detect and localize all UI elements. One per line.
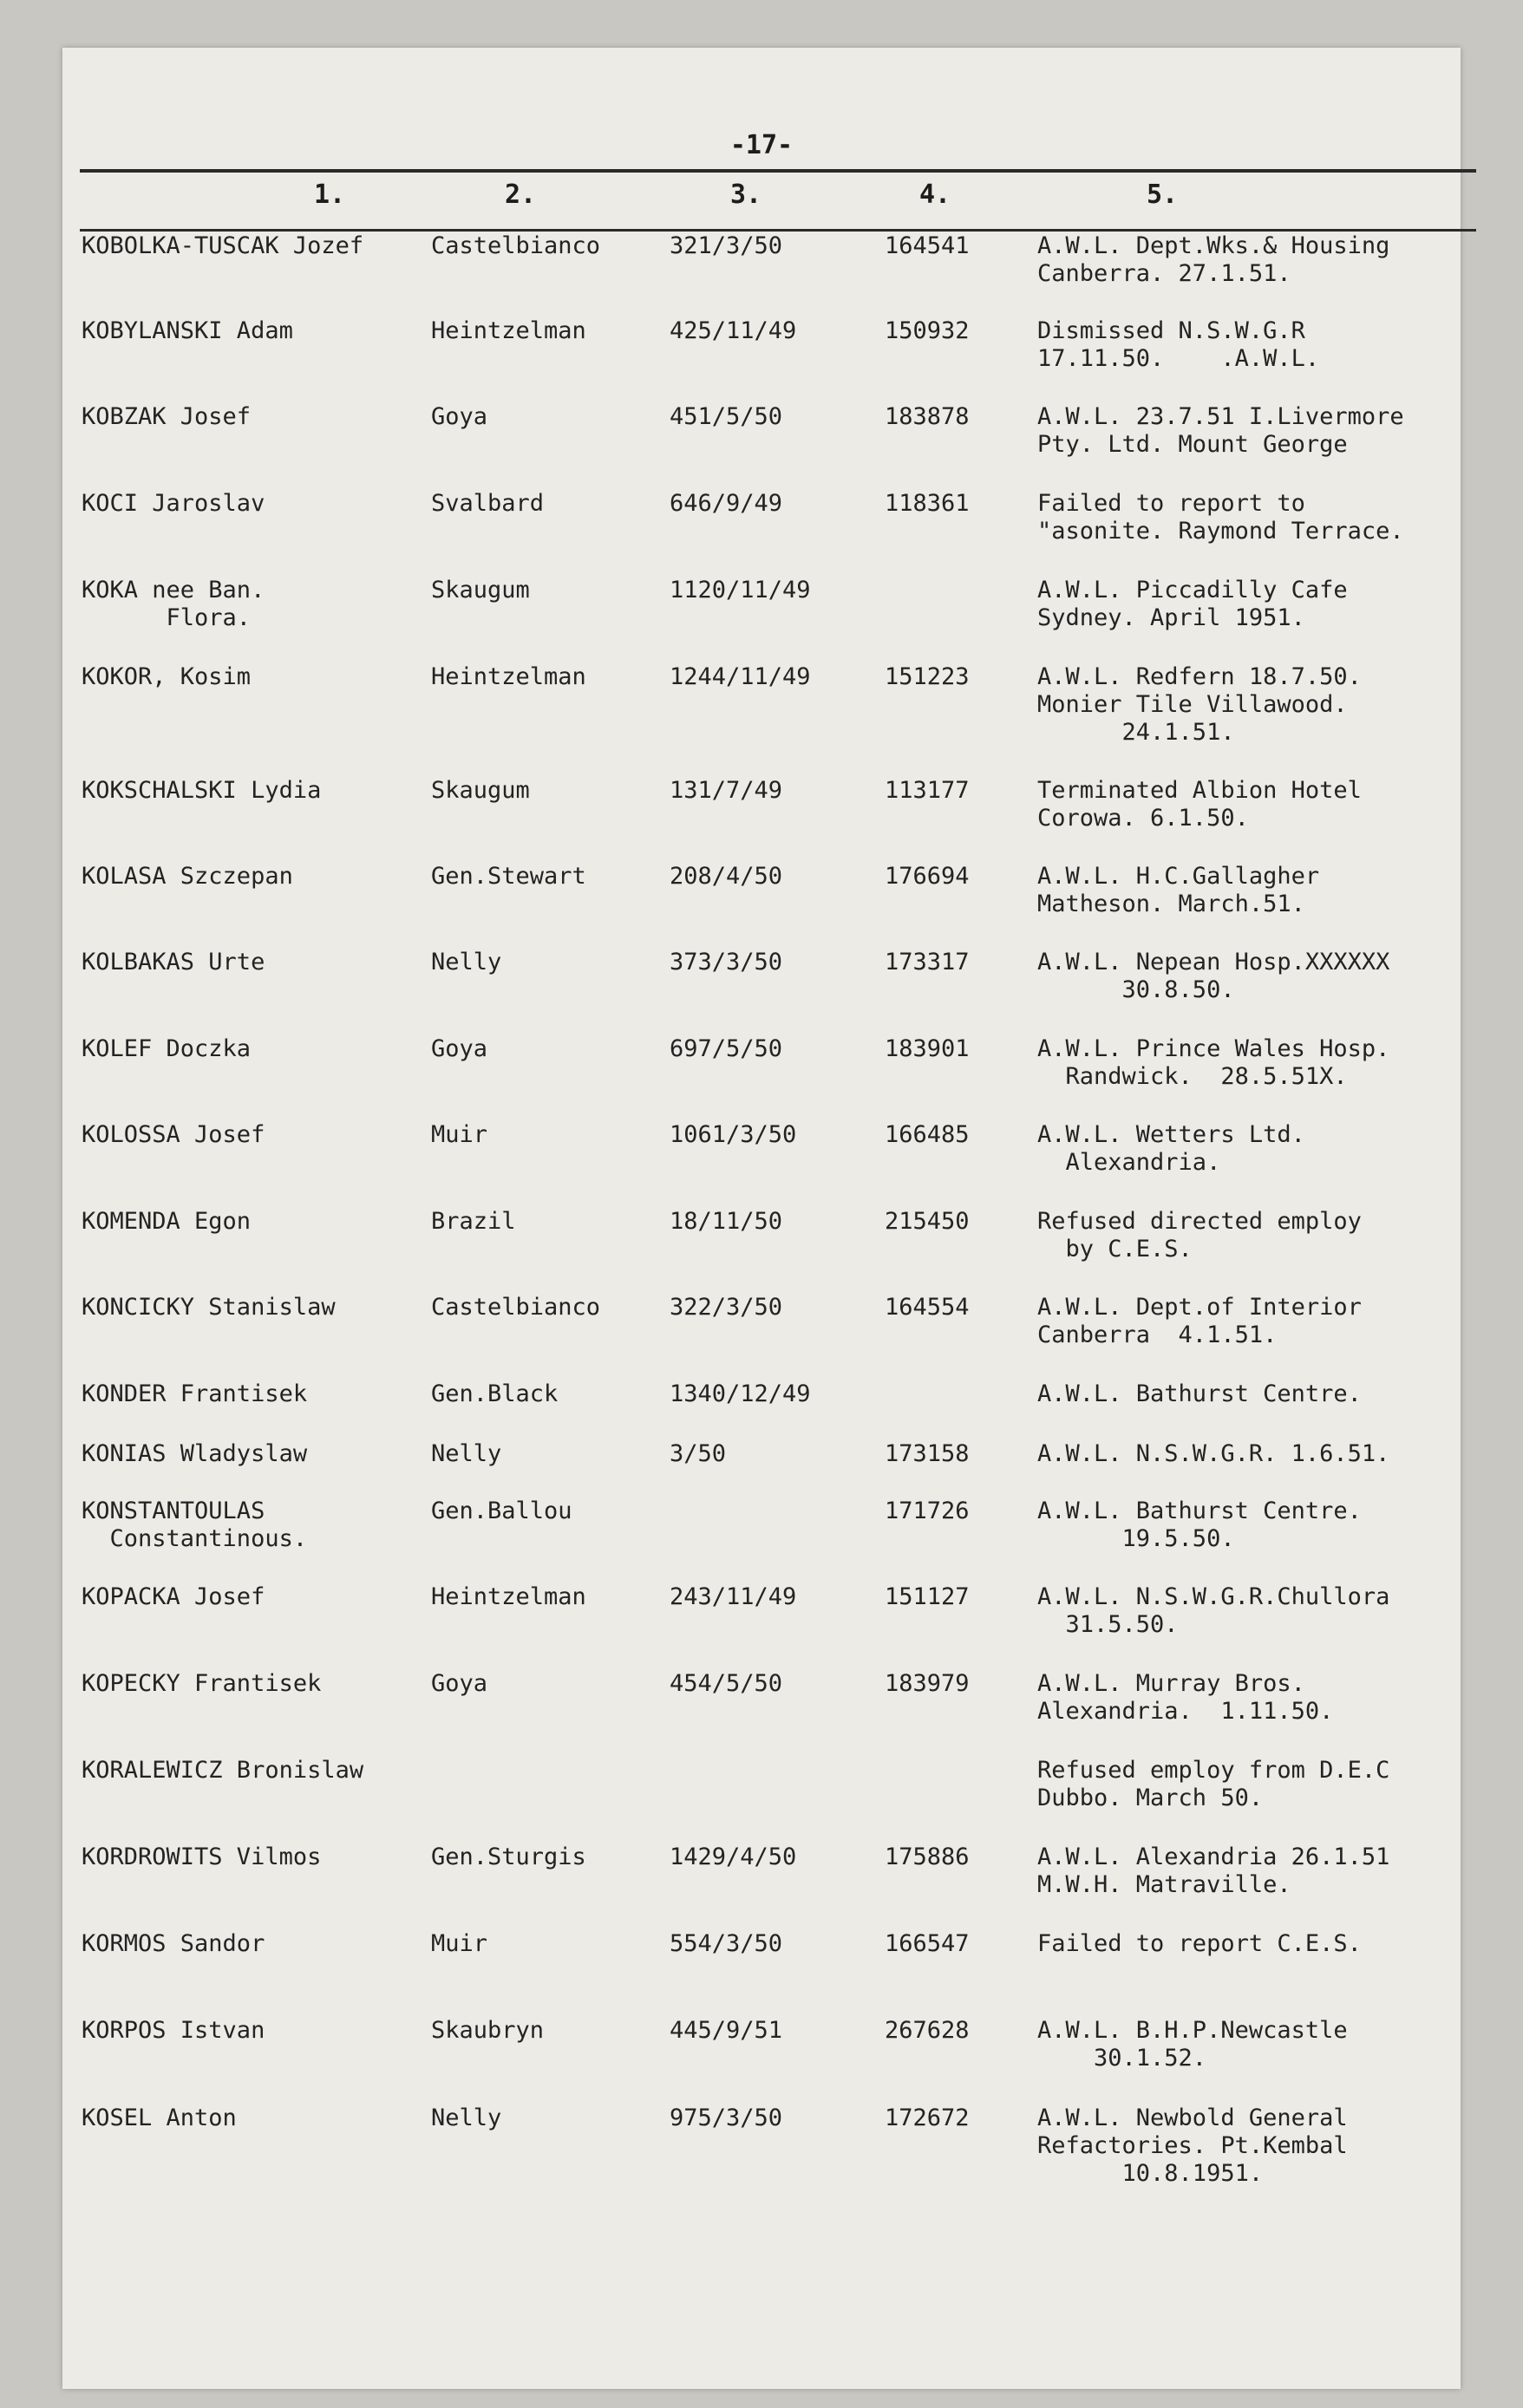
- registration-number: 183979: [885, 1670, 970, 1697]
- person-name: KOLEF Doczka: [82, 1035, 252, 1062]
- reference-number: 975/3/50: [670, 2105, 783, 2131]
- page-number: -17-: [729, 130, 794, 160]
- ship-name: Castelbianco: [431, 232, 601, 259]
- registration-number: 164541: [885, 232, 970, 259]
- registration-number: 183901: [885, 1035, 970, 1062]
- ship-name: Castelbianco: [431, 1294, 601, 1321]
- column-header-1: 1.: [314, 179, 346, 210]
- person-name: KONIAS Wladyslaw: [82, 1440, 308, 1467]
- reference-number: 425/11/49: [670, 317, 797, 344]
- registration-number: 118361: [885, 490, 970, 517]
- reference-number: 1429/4/50: [670, 1844, 797, 1870]
- remarks: A.W.L. 23.7.51 I.Livermore Pty. Ltd. Mount George: [1037, 403, 1404, 458]
- person-name: KOCI Jaroslav: [82, 490, 265, 517]
- remarks: A.W.L. Redfern 18.7.50. Monier Tile Villawood. 24.1.51.: [1037, 663, 1362, 746]
- reference-number: 454/5/50: [670, 1670, 783, 1697]
- registration-number: 175886: [885, 1844, 970, 1870]
- ship-name: Heintzelman: [431, 663, 586, 690]
- top-rule: [80, 169, 1476, 173]
- remarks: Refused employ from D.E.C Dubbo. March 50.: [1037, 1757, 1390, 1811]
- reference-number: 646/9/49: [670, 490, 783, 517]
- column-header-4: 4.: [919, 179, 951, 210]
- reference-number: 321/3/50: [670, 232, 783, 259]
- registration-number: 171726: [885, 1498, 970, 1524]
- remarks: A.W.L. Alexandria 26.1.51 M.W.H. Matraville.: [1037, 1844, 1390, 1898]
- registration-number: 267628: [885, 2017, 970, 2044]
- remarks: A.W.L. Newbold General Refactories. Pt.Kembal 10.8.1951.: [1037, 2105, 1348, 2187]
- person-name: KOLASA Szczepan: [82, 863, 293, 890]
- person-name: KOLBAKAS Urte: [82, 949, 265, 976]
- person-name: KOLOSSA Josef: [82, 1121, 265, 1148]
- reference-number: 1120/11/49: [670, 577, 811, 604]
- reference-number: 3/50: [670, 1440, 727, 1467]
- reference-number: 373/3/50: [670, 949, 783, 976]
- remarks: A.W.L. N.S.W.G.R. 1.6.51.: [1037, 1440, 1390, 1467]
- registration-number: 164554: [885, 1294, 970, 1321]
- ship-name: Skaubryn: [431, 2017, 545, 2044]
- person-name: KOSEL Anton: [82, 2105, 237, 2131]
- registration-number: 151127: [885, 1583, 970, 1610]
- ship-name: Gen.Stewart: [431, 863, 586, 890]
- person-name: KORPOS Istvan: [82, 2017, 265, 2044]
- ship-name: Gen.Ballou: [431, 1498, 572, 1524]
- ship-name: Muir: [431, 1930, 488, 1957]
- person-name: KORDROWITS Vilmos: [82, 1844, 322, 1870]
- person-name: KOKSCHALSKI Lydia: [82, 777, 322, 804]
- ship-name: Skaugum: [431, 777, 530, 804]
- person-name: KORALEWICZ Bronislaw: [82, 1757, 364, 1784]
- remarks: A.W.L. B.H.P.Newcastle 30.1.52.: [1037, 2017, 1348, 2072]
- ship-name: Muir: [431, 1121, 488, 1148]
- registration-number: 173158: [885, 1440, 970, 1467]
- reference-number: 131/7/49: [670, 777, 783, 804]
- remarks: A.W.L. Nepean Hosp.XXXXXX 30.8.50.: [1037, 949, 1390, 1003]
- person-name: KOBOLKA-TUSCAK Jozef: [82, 232, 364, 259]
- remarks: Refused directed employ by C.E.S.: [1037, 1208, 1362, 1263]
- registration-number: 166485: [885, 1121, 970, 1148]
- person-name: KONSTANTOULAS Constantinous.: [82, 1498, 308, 1552]
- ship-name: Brazil: [431, 1208, 516, 1235]
- reference-number: 554/3/50: [670, 1930, 783, 1957]
- ship-name: Gen.Black: [431, 1380, 559, 1407]
- reference-number: 1244/11/49: [670, 663, 811, 690]
- column-header-2: 2.: [505, 179, 537, 210]
- person-name: KONDER Frantisek: [82, 1380, 308, 1407]
- registration-number: 113177: [885, 777, 970, 804]
- reference-number: 1061/3/50: [670, 1121, 797, 1148]
- ship-name: Skaugum: [431, 577, 530, 604]
- ship-name: Goya: [431, 1670, 488, 1697]
- column-header-3: 3.: [730, 179, 762, 210]
- ship-name: Svalbard: [431, 490, 545, 517]
- remarks: A.W.L. Murray Bros. Alexandria. 1.11.50.: [1037, 1670, 1334, 1725]
- remarks: Failed to report C.E.S.: [1037, 1930, 1362, 1957]
- remarks: A.W.L. Dept.Wks.& Housing Canberra. 27.1.51.: [1037, 232, 1390, 287]
- ship-name: Goya: [431, 1035, 488, 1062]
- column-header-5: 5.: [1147, 179, 1179, 210]
- reference-number: 208/4/50: [670, 863, 783, 890]
- person-name: KOPACKA Josef: [82, 1583, 265, 1610]
- reference-number: 697/5/50: [670, 1035, 783, 1062]
- ship-name: Gen.Sturgis: [431, 1844, 586, 1870]
- person-name: KORMOS Sandor: [82, 1930, 265, 1957]
- remarks: A.W.L. N.S.W.G.R.Chullora 31.5.50.: [1037, 1583, 1390, 1638]
- registration-number: 176694: [885, 863, 970, 890]
- reference-number: 451/5/50: [670, 403, 783, 430]
- registration-number: 172672: [885, 2105, 970, 2131]
- header-rule: [80, 229, 1476, 232]
- person-name: KOBZAK Josef: [82, 403, 252, 430]
- ship-name: Nelly: [431, 949, 502, 976]
- document-page: [62, 48, 1461, 2389]
- reference-number: 18/11/50: [670, 1208, 783, 1235]
- registration-number: 173317: [885, 949, 970, 976]
- person-name: KOKOR, Kosim: [82, 663, 252, 690]
- person-name: KONCICKY Stanislaw: [82, 1294, 336, 1321]
- ship-name: Goya: [431, 403, 488, 430]
- reference-number: 243/11/49: [670, 1583, 797, 1610]
- remarks: A.W.L. Bathurst Centre. 19.5.50.: [1037, 1498, 1362, 1552]
- remarks: A.W.L. Wetters Ltd. Alexandria.: [1037, 1121, 1305, 1176]
- ship-name: Heintzelman: [431, 317, 586, 344]
- person-name: KOMENDA Egon: [82, 1208, 252, 1235]
- registration-number: 166547: [885, 1930, 970, 1957]
- remarks: Failed to report to "asonite. Raymond Terrace.: [1037, 490, 1404, 545]
- ship-name: Nelly: [431, 2105, 502, 2131]
- ship-name: Heintzelman: [431, 1583, 586, 1610]
- remarks: A.W.L. Prince Wales Hosp. Randwick. 28.5.51X.: [1037, 1035, 1390, 1090]
- remarks: Terminated Albion Hotel Corowa. 6.1.50.: [1037, 777, 1362, 832]
- registration-number: 183878: [885, 403, 970, 430]
- remarks: A.W.L. H.C.Gallagher Matheson. March.51.: [1037, 863, 1320, 917]
- registration-number: 150932: [885, 317, 970, 344]
- person-name: KOPECKY Frantisek: [82, 1670, 322, 1697]
- remarks: Dismissed N.S.W.G.R 17.11.50. .A.W.L.: [1037, 317, 1320, 372]
- reference-number: 322/3/50: [670, 1294, 783, 1321]
- registration-number: 151223: [885, 663, 970, 690]
- person-name: KOBYLANSKI Adam: [82, 317, 293, 344]
- person-name: KOKA nee Ban. Flora.: [82, 577, 265, 631]
- remarks: A.W.L. Dept.of Interior Canberra 4.1.51.: [1037, 1294, 1362, 1348]
- remarks: A.W.L. Bathurst Centre.: [1037, 1380, 1362, 1407]
- registration-number: 215450: [885, 1208, 970, 1235]
- ship-name: Nelly: [431, 1440, 502, 1467]
- remarks: A.W.L. Piccadilly Cafe Sydney. April 1951.: [1037, 577, 1348, 631]
- reference-number: 1340/12/49: [670, 1380, 811, 1407]
- reference-number: 445/9/51: [670, 2017, 783, 2044]
